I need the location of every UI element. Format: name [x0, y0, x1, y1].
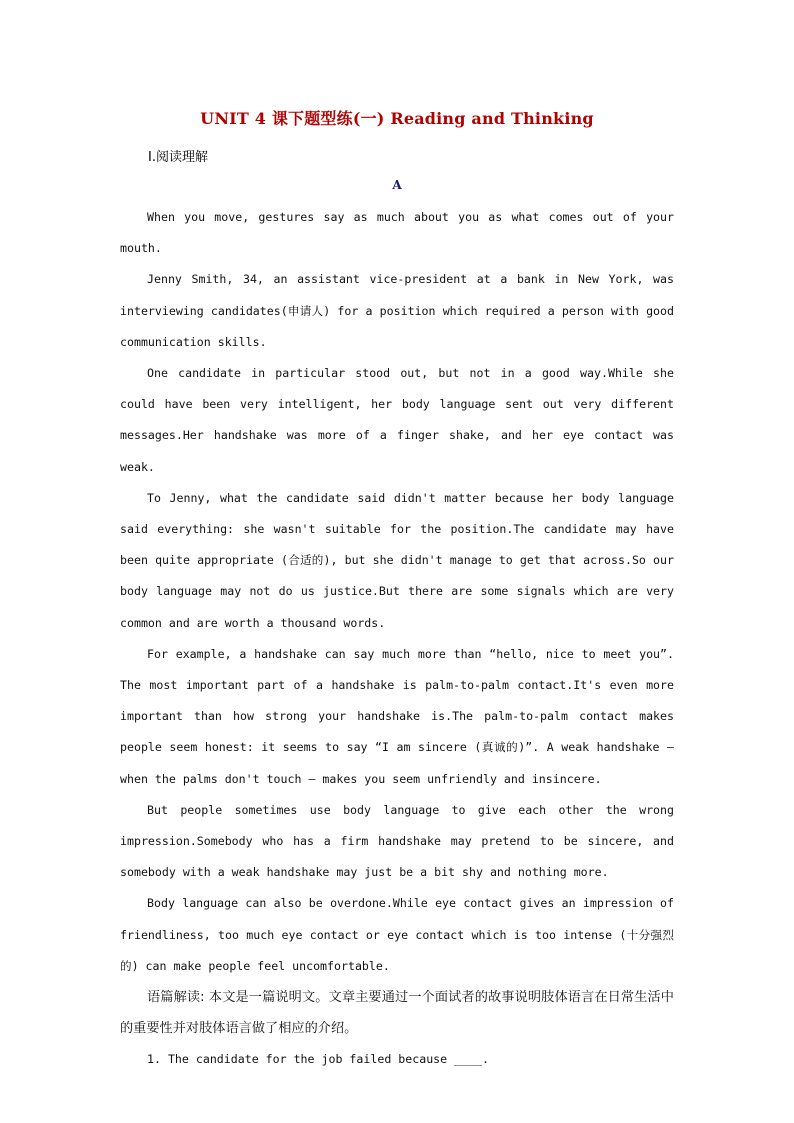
passage-label: A	[392, 178, 402, 192]
paragraph-5: For example, a handshake can say much more than “hello, nice to meet you”. The most important part of a handshake is palm-to-palm contact.It's even more important than how strong your handshake is.The palm-to-palm contact makes people seem honest: it seems to say “I am sincere (真诚的)”. A weak handshake — when the palms don't touch — makes you seem unfriendly and insincere.	[120, 646, 674, 786]
paragraph-7: Body language can also be overdone.While eye contact gives an impression of friendliness, too much eye contact or eye contact which is too intense (十分强烈的) can make people feel uncomfortable.	[120, 896, 674, 973]
paragraph-4: To Jenny, what the candidate said didn't matter because her body language said everything: she wasn't suitable for the position.The candidate may have been quite appropriate (合适的), but she didn't manage to get that across.So our body language may not do us justice.But there are some signals which are very common and are worth a thousand words.	[120, 490, 674, 630]
question-1: 1. The candidate for the job failed because ____.	[147, 1052, 490, 1067]
section-heading: Ⅰ.阅读理解	[148, 150, 208, 165]
paragraph-6: But people sometimes use body language to give each other the wrong impression.Somebody who has a firm handshake may pretend to be sincere, and somebody with a weak handshake may just be a bit shy and nothing more.	[120, 802, 674, 880]
passage-analysis: 语篇解读: 本文是一篇说明文。文章主要通过一个面试者的故事说明肢体语言在日常生活中的重要性并对肢体语言做了相应的介绍。	[120, 990, 674, 1037]
page-title: UNIT 4 课下题型练(一) Reading and Thinking	[200, 109, 594, 128]
paragraph-2: Jenny Smith, 34, an assistant vice-president at a bank in New York, was interviewing candidates(申请人) for a position which required a person with good communication skills.	[120, 272, 674, 349]
paragraph-3: One candidate in particular stood out, but not in a good way.While she could have been very intelligent, her body language sent out very different messages.Her handshake was more of a finger shake, and her eye contact was weak.	[120, 366, 674, 474]
passage-body	[120, 202, 674, 1076]
paragraph-1: When you move, gestures say as much about you as what comes out of your mouth.	[120, 210, 674, 256]
